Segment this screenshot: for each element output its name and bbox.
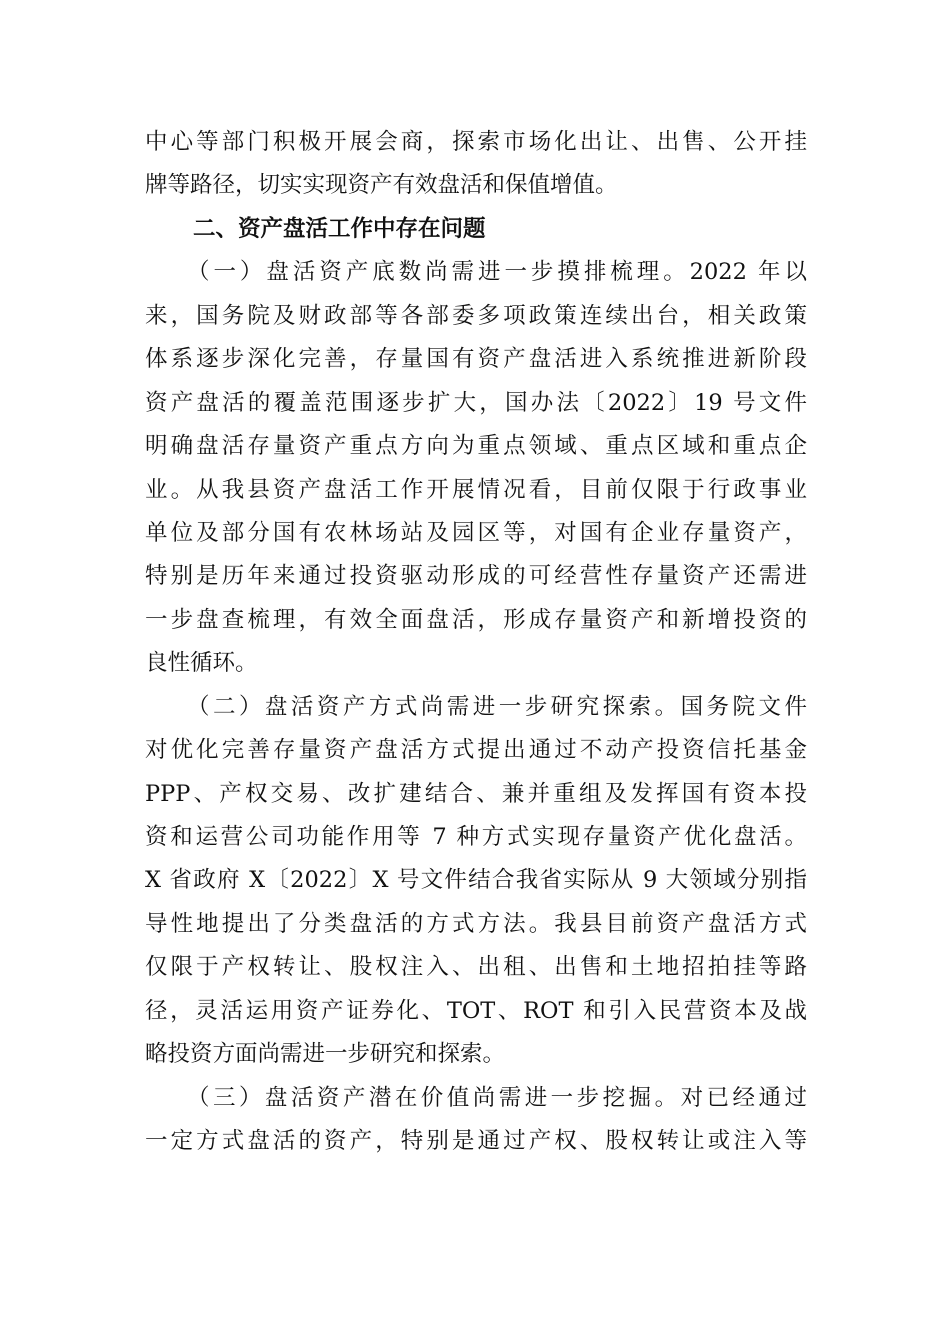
- text-line: 一定方式盘活的资产，特别是通过产权、股权转让或注入等: [145, 1128, 807, 1155]
- paragraph: [145, 686, 807, 1077]
- text-line: 径，灵活运用资产证券化、TOT、ROT 和引入民营资本及战: [145, 997, 807, 1024]
- text-line: 特别是历年来通过投资驱动形成的可经营性存量资产还需进: [145, 563, 807, 590]
- paragraph: [145, 1077, 807, 1164]
- text-line: 导性地提出了分类盘活的方式方法。我县目前资产盘活方式: [145, 910, 807, 937]
- text-line: 一步盘查梳理，有效全面盘活，形成存量资产和新增投资的: [145, 606, 807, 633]
- text-line: 明确盘活存量资产重点方向为重点领域、重点区域和重点企: [145, 433, 807, 460]
- text-line: 对优化完善存量资产盘活方式提出通过不动产投资信托基金: [145, 737, 807, 764]
- paragraph: [145, 121, 807, 208]
- paragraph: [145, 251, 807, 685]
- text-line: 资产盘活的覆盖范围逐步扩大，国办法〔2022〕19 号文件: [145, 389, 807, 416]
- text-line: 来，国务院及财政部等各部委多项政策连续出台，相关政策: [145, 302, 807, 329]
- heading-text: 二、资产盘活工作中存在问题: [193, 215, 486, 242]
- text-line: （二）盘活资产方式尚需进一步研究探索。国务院文件: [187, 693, 807, 720]
- section-heading: [145, 208, 807, 251]
- text-line: 良性循环。: [145, 650, 258, 677]
- text-line: 仅限于产权转让、股权注入、出租、出售和土地招拍挂等路: [145, 954, 807, 981]
- text-line: （三）盘活资产潜在价值尚需进一步挖掘。对已经通过: [187, 1084, 807, 1111]
- text-line: 牌等路径，切实实现资产有效盘活和保值增值。: [145, 172, 618, 199]
- text-line: 略投资方面尚需进一步研究和探索。: [145, 1041, 506, 1068]
- document-page: [145, 121, 807, 1164]
- text-line: 体系逐步深化完善，存量国有资产盘活进入系统推进新阶段: [145, 346, 807, 373]
- text-line: PPP、产权交易、改扩建结合、兼并重组及发挥国有资本投: [145, 780, 807, 807]
- text-line: 业。从我县资产盘活工作开展情况看，目前仅限于行政事业: [145, 476, 807, 503]
- text-line: 单位及部分国有农林场站及园区等，对国有企业存量资产，: [145, 519, 807, 546]
- text-line: 中心等部门积极开展会商，探索市场化出让、出售、公开挂: [145, 129, 807, 155]
- text-line: （一）盘活资产底数尚需进一步摸排梳理。2022 年以: [187, 259, 807, 286]
- text-line: 资和运营公司功能作用等 7 种方式实现存量资产优化盘活。: [145, 824, 807, 850]
- text-line: X 省政府 X〔2022〕X 号文件结合我省实际从 9 大领域分别指: [145, 867, 807, 894]
